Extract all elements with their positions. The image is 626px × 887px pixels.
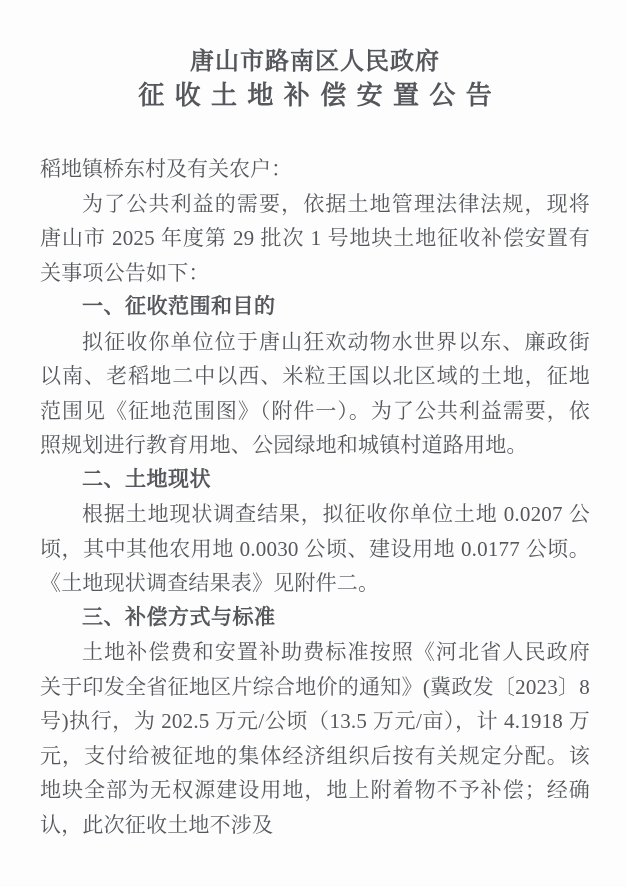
salutation: 稻地镇桥东村及有关农户：	[40, 157, 292, 181]
section-2-heading: 二、土地现状	[82, 467, 211, 491]
section-1-heading: 一、征收范围和目的	[82, 295, 276, 318]
announcement-title: 征收土地补偿安置公告	[138, 81, 503, 110]
section-3-heading: 三、补偿方式与标准	[82, 605, 276, 629]
section-2-paragraph: 根据土地现状调查结果，拟征收你单位土地 0.0207 公顷，其中其他农用地 0.0030 公顷、建设用地 0.0177 公顷。《土地现状调查结果表》见附件二。	[40, 502, 590, 595]
section-1-paragraph: 拟征收你单位位于唐山狂欢动物水世界以东、廉政街以南、老稻地二中以西、米粒王国以北区域的土地，征地范围见《征地范围图》（附件一）。为了公共利益需要，依照规划进行教育用地、公园绿地和城镇村道路用地。	[40, 329, 590, 457]
section-3-paragraph: 土地补偿费和安置补助费标准按照《河北省人民政府关于印发全省征地区片综合地价的通知》(冀政发〔2023〕8 号)执行，为 202.5 万元/公顷（13.5 万元/亩），计 4.1918 万元，支付给被征地的集体经济组织后按有关规定分配。该地块全部为无权源建设用地，地上附着物不予补偿；经确认，此次征收土地不涉及	[40, 640, 590, 837]
issuing-authority-title: 唐山市路南区人民政府	[190, 49, 440, 75]
intro-paragraph: 为了公共利益的需要，依据土地管理法律法规，现将唐山市 2025 年度第 29 批次 1 号地块土地征收补偿安置有关事项公告如下：	[40, 191, 590, 285]
